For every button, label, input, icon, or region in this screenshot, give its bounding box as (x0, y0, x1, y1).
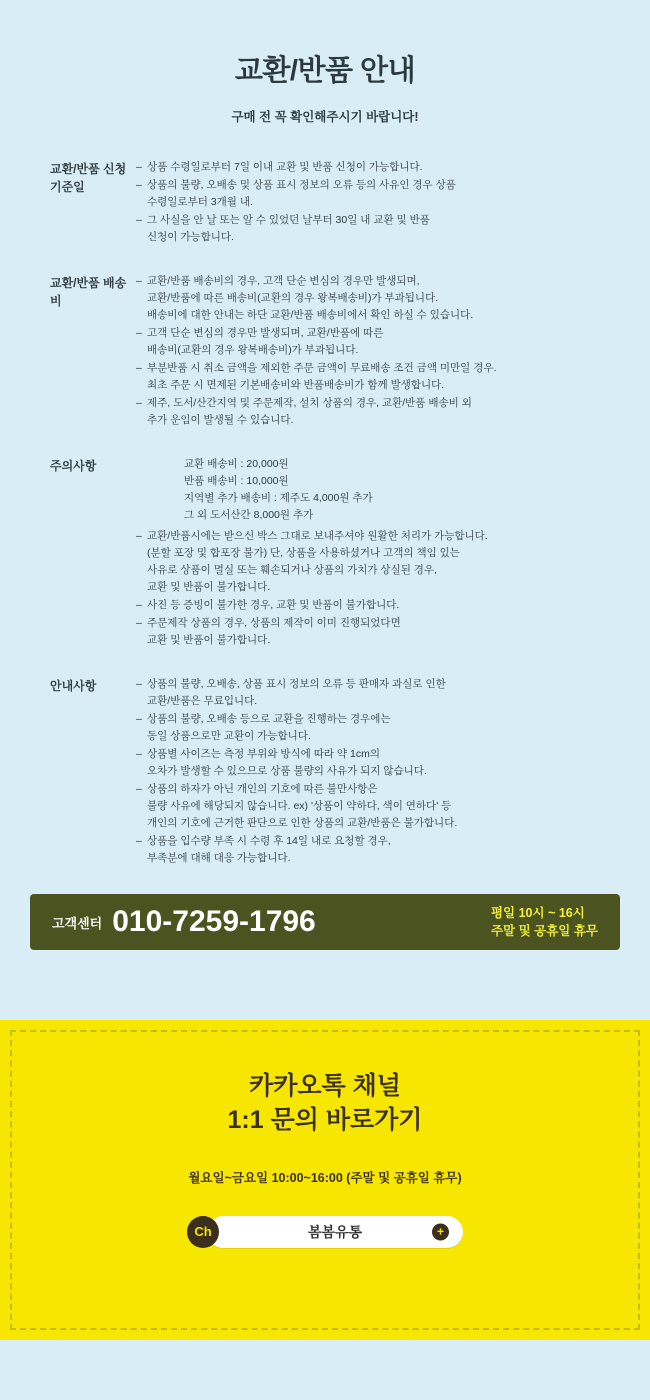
customer-center-hours (491, 904, 598, 940)
section-label (50, 676, 136, 695)
customer-center-bar (30, 894, 620, 950)
bullet-line: 배송비에 대한 안내는 하단 교환/반품 배송비에서 확인 하실 수 있습니다. (147, 309, 474, 321)
bullet-line: 최초 주문 시 면제된 기본배송비와 반품배송비가 함께 발생합니다. (147, 379, 445, 391)
bullet-line: – 제주, 도서/산간지역 및 주문제작, 설치 상품의 경우, 교환/반품 배송비 외 (147, 397, 472, 409)
bullet-line: 불량 사유에 해당되지 않습니다. ex) '상품이 약하다, 색이 연하다' 등 (147, 800, 452, 812)
fee-line: 교환 배송비 : 20,000원 (184, 458, 289, 470)
section-cautions (50, 456, 600, 650)
section-label-line-1: 교환/반품 신청 (50, 162, 127, 176)
bullet-line: 동일 상품으로만 교환이 가능합니다. (147, 730, 311, 742)
bullet-line: – 상품의 하자가 아닌 개인의 기호에 따른 불만사항은 (147, 783, 378, 795)
bullet-item (136, 528, 600, 596)
fee-line: 그 외 도서산간 8,000원 추가 (184, 509, 314, 521)
bullet-line: 교환/반품은 무료입니다. (147, 695, 258, 707)
bullet-item (136, 746, 600, 780)
section-label-line-1: 안내사항 (50, 679, 97, 693)
kakao-channel-icon: Ch (187, 1216, 219, 1248)
section-label (50, 456, 136, 475)
bullet-item (136, 360, 600, 394)
bullet-item (136, 833, 600, 867)
bullet-item (136, 212, 600, 246)
section-exchange-return-period (50, 159, 600, 247)
bullet-item (136, 597, 600, 614)
section-body (136, 273, 600, 430)
bullet-item (136, 395, 600, 429)
bullet-item (136, 711, 600, 745)
bottom-spacer (0, 1340, 650, 1400)
section-notices (50, 676, 600, 868)
kakao-business-hours: 월요일~금요일 10:00~16:00 (주말 및 공휴일 휴무) (188, 1170, 462, 1185)
bullet-line: – 그 사실을 안 날 또는 알 수 있었던 날부터 30일 내 교환 및 반품 (147, 214, 430, 226)
bullet-line: – 고객 단순 변심의 경우만 발생되며, 교환/반품에 따른 (147, 327, 384, 339)
kakao-add-channel-button[interactable] (207, 1216, 463, 1248)
bullet-line: – 상품의 불량, 오배송, 상품 표시 정보의 오류 등 판매자 과실로 인한 (147, 678, 446, 690)
bullet-line: 배송비(교환의 경우 왕복배송비)가 부과됩니다. (147, 344, 359, 356)
bullet-line: – 사진 등 증빙이 불가한 경우, 교환 및 반품이 불가합니다. (147, 599, 400, 611)
hours-line-1: 평일 10시 ~ 16시 (490, 905, 585, 920)
customer-center-phone[interactable]: 010-7259-1796 (112, 905, 316, 938)
section-shipping-fee (50, 273, 600, 430)
bullet-line: 추가 운임이 발생될 수 있습니다. (147, 414, 294, 426)
bullet-line: – 교환/반품 배송비의 경우, 고객 단순 변심의 경우만 발생되며, (147, 275, 420, 287)
bullet-line: – 상품의 불량, 오배송 등으로 교환을 진행하는 경우에는 (147, 713, 391, 725)
fee-line: 지역별 추가 배송비 : 제주도 4,000원 추가 (184, 492, 373, 504)
hours-line-2: 주말 및 공휴일 휴무 (490, 924, 598, 938)
section-label (50, 159, 136, 196)
bullet-item (136, 781, 600, 832)
bullet-line: – 교환/반품시에는 받으신 박스 그대로 보내주셔야 원활한 처리가 가능합니다. (147, 530, 488, 542)
policy-sections (0, 159, 650, 868)
fee-line: 반품 배송비 : 10,000원 (184, 475, 289, 487)
bullet-line: 신청이 가능합니다. (147, 231, 234, 243)
header (0, 0, 650, 125)
bullet-line: 교환/반품에 따른 배송비(교환의 경우 왕복배송비)가 부과됩니다. (147, 292, 439, 304)
plus-icon[interactable]: + (432, 1223, 449, 1240)
shipping-fee-table (136, 456, 600, 524)
page-subtitle: 구매 전 꼭 확인해주시기 바랍니다! (231, 110, 419, 124)
bullet-line: 사유로 상품이 멸실 또는 훼손되거나 상품의 가치가 상실된 경우, (147, 564, 437, 576)
bullet-line: – 주문제작 상품의 경우, 상품의 제작이 이미 진행되었다면 (147, 617, 401, 629)
bullet-item (136, 177, 600, 211)
bullet-line: 교환 및 반품이 불가합니다. (147, 634, 271, 646)
section-label-line-2: 기준일 (50, 180, 85, 194)
page-title: 교환/반품 안내 (234, 55, 416, 87)
bullet-line: – 부분반품 시 취소 금액을 제외한 주문 금액이 무료배송 조건 금액 미만일 경우. (147, 362, 497, 374)
bullet-line: – 상품별 사이즈는 측정 부위와 방식에 따라 약 1cm의 (147, 748, 380, 760)
dashed-border (10, 1030, 640, 1330)
bullet-item (136, 273, 600, 324)
section-label (50, 273, 136, 310)
bullet-item (136, 159, 600, 176)
kakao-title-line-1: 카카오톡 채널 (249, 1072, 401, 1100)
bullet-line: – 상품을 입수량 부족 시 수령 후 14일 내로 요청할 경우, (147, 835, 391, 847)
section-body (136, 676, 600, 868)
bullet-item (136, 676, 600, 710)
section-label-line-1: 교환/반품 배송비 (50, 276, 127, 308)
bullet-line: (분할 포장 및 합포장 불가) 단, 상품을 사용하셨거나 고객의 책임 있는 (147, 547, 460, 559)
bullet-line: 교환 및 반품이 불가합니다. (147, 581, 271, 593)
kakao-channel-banner[interactable] (0, 1020, 650, 1340)
kakao-title-line-2: 1:1 문의 바로가기 (227, 1105, 423, 1134)
bullet-line: 개인의 기호에 근거한 판단으로 인한 상품의 교환/반품은 불가합니다. (147, 817, 458, 829)
bullet-item (136, 615, 600, 649)
bullet-item (136, 325, 600, 359)
bullet-line: 부족분에 대해 대응 가능합니다. (147, 852, 291, 864)
section-body (136, 159, 600, 247)
bullet-line: 오차가 발생할 수 있으므로 상품 불량의 사유가 되지 않습니다. (147, 765, 427, 777)
kakao-channel-name: 봄봄유통 (307, 1223, 363, 1240)
section-label-line-1: 주의사항 (50, 459, 97, 473)
bullet-line: – 상품의 불량, 오배송 및 상품 표시 정보의 오류 등의 사유인 경우 상품 (147, 179, 456, 191)
bullet-line: – 상품 수령일로부터 7일 이내 교환 및 반품 신청이 가능합니다. (147, 161, 423, 173)
section-body (136, 456, 600, 650)
customer-center-label: 고객센터 (52, 915, 103, 931)
bullet-line: 수령일로부터 3개월 내. (147, 196, 253, 208)
